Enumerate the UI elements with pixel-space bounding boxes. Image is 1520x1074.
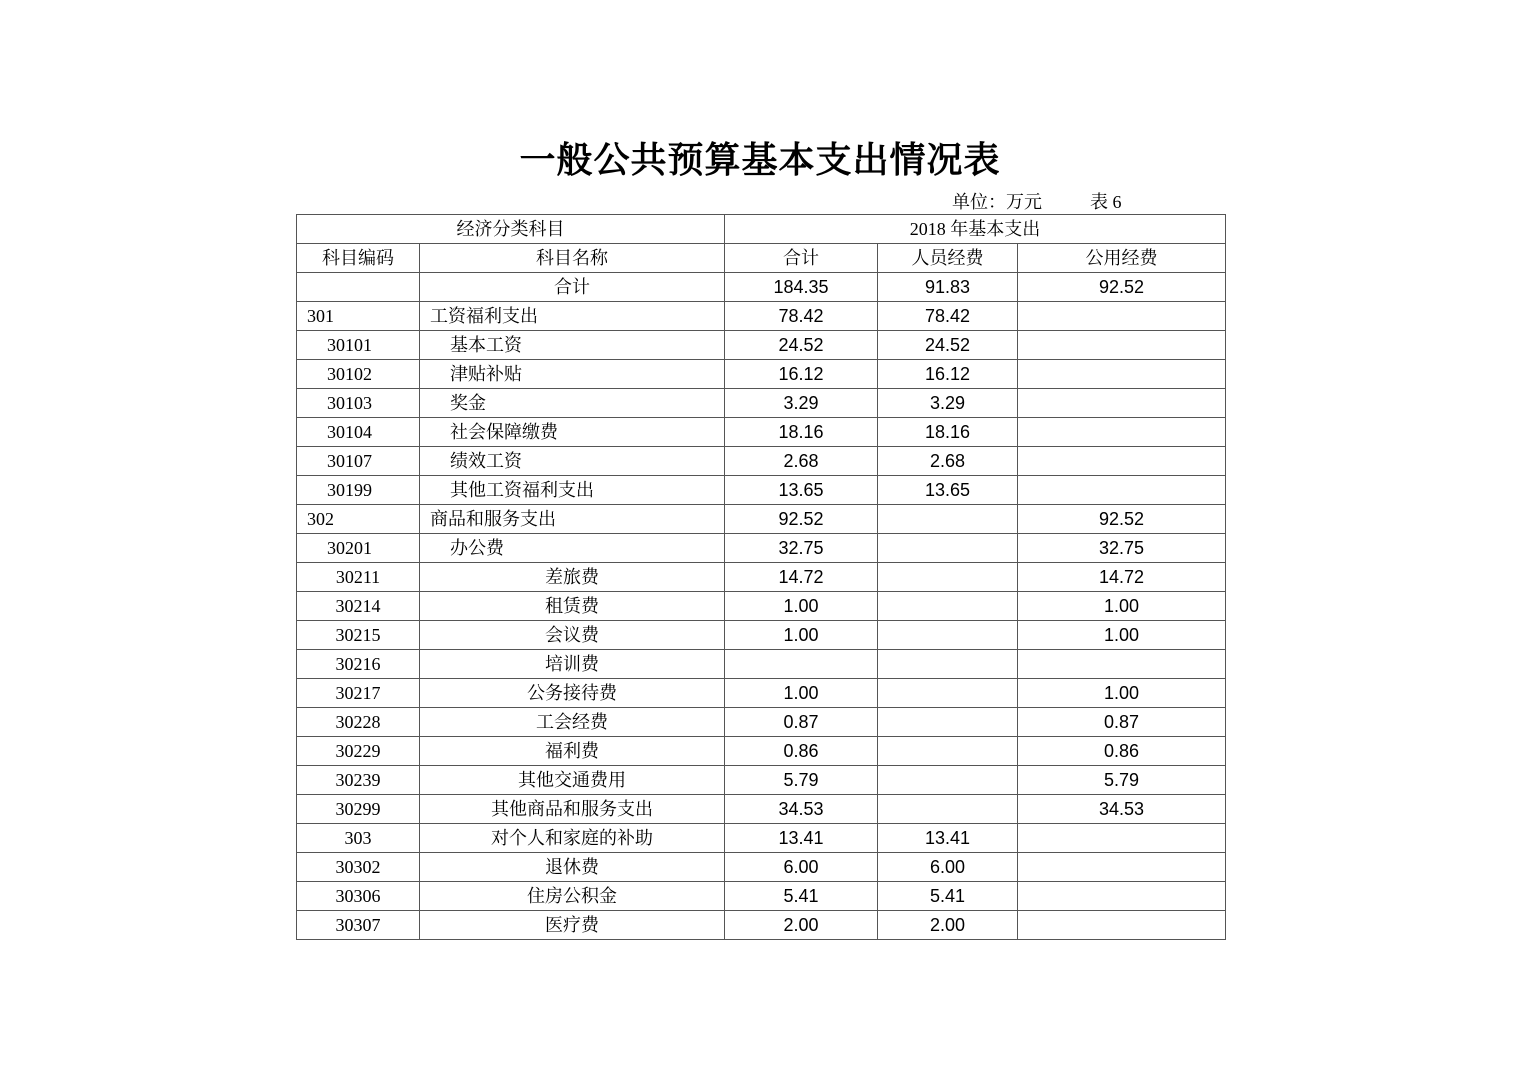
- table-row: [297, 650, 1226, 679]
- cell-personnel: 24.52: [878, 331, 1018, 360]
- table-row: [297, 273, 1226, 302]
- cell-total: [725, 650, 878, 679]
- cell-code: 30302: [297, 853, 420, 882]
- cell-total: 78.42: [725, 302, 878, 331]
- cell-name: 住房公积金: [420, 882, 725, 911]
- cell-name: 工会经费: [420, 708, 725, 737]
- cell-total: 1.00: [725, 679, 878, 708]
- table-row: [297, 708, 1226, 737]
- unit-line: [952, 188, 1122, 214]
- cell-public: 5.79: [1018, 766, 1226, 795]
- cell-total: 1.00: [725, 592, 878, 621]
- cell-public: 1.00: [1018, 621, 1226, 650]
- cell-code: 30307: [297, 911, 420, 940]
- cell-public: [1018, 476, 1226, 505]
- header-total: 合计: [725, 244, 878, 273]
- cell-total: 16.12: [725, 360, 878, 389]
- table-row: [297, 505, 1226, 534]
- cell-total: 24.52: [725, 331, 878, 360]
- table-row: [297, 766, 1226, 795]
- table-row: [297, 360, 1226, 389]
- cell-personnel: 16.12: [878, 360, 1018, 389]
- table-row: [297, 737, 1226, 766]
- cell-name: 公务接待费: [420, 679, 725, 708]
- cell-public: [1018, 650, 1226, 679]
- table-row: [297, 679, 1226, 708]
- cell-personnel: 78.42: [878, 302, 1018, 331]
- cell-public: 1.00: [1018, 679, 1226, 708]
- cell-name: 培训费: [420, 650, 725, 679]
- cell-total: 3.29: [725, 389, 878, 418]
- cell-personnel: [878, 679, 1018, 708]
- cell-name: 其他商品和服务支出: [420, 795, 725, 824]
- cell-code: [297, 273, 420, 302]
- table-row: [297, 592, 1226, 621]
- table-row: [297, 302, 1226, 331]
- cell-code: 302: [297, 505, 420, 534]
- cell-name: 其他工资福利支出: [420, 476, 725, 505]
- table-row: [297, 824, 1226, 853]
- cell-public: [1018, 882, 1226, 911]
- cell-personnel: 2.00: [878, 911, 1018, 940]
- cell-total: 13.65: [725, 476, 878, 505]
- cell-name: 社会保障缴费: [420, 418, 725, 447]
- cell-personnel: 3.29: [878, 389, 1018, 418]
- table-row: [297, 331, 1226, 360]
- cell-public: [1018, 360, 1226, 389]
- cell-code: 30215: [297, 621, 420, 650]
- cell-total: 5.79: [725, 766, 878, 795]
- cell-public: [1018, 447, 1226, 476]
- cell-personnel: [878, 534, 1018, 563]
- cell-total: 0.87: [725, 708, 878, 737]
- cell-public: [1018, 389, 1226, 418]
- table-row: [297, 795, 1226, 824]
- cell-name: 津贴补贴: [420, 360, 725, 389]
- cell-total: 18.16: [725, 418, 878, 447]
- cell-name: 差旅费: [420, 563, 725, 592]
- cell-personnel: 18.16: [878, 418, 1018, 447]
- cell-code: 30102: [297, 360, 420, 389]
- cell-personnel: 13.65: [878, 476, 1018, 505]
- table-row: [297, 389, 1226, 418]
- cell-personnel: 6.00: [878, 853, 1018, 882]
- cell-personnel: [878, 708, 1018, 737]
- header-personnel: 人员经费: [878, 244, 1018, 273]
- cell-code: 30103: [297, 389, 420, 418]
- header-name: 科目名称: [420, 244, 725, 273]
- cell-code: 30107: [297, 447, 420, 476]
- cell-public: 0.87: [1018, 708, 1226, 737]
- cell-total: 13.41: [725, 824, 878, 853]
- cell-code: 301: [297, 302, 420, 331]
- page-title: 一般公共预算基本支出情况表: [519, 139, 1001, 181]
- cell-public: 0.86: [1018, 737, 1226, 766]
- cell-public: 34.53: [1018, 795, 1226, 824]
- cell-total: 6.00: [725, 853, 878, 882]
- cell-public: [1018, 418, 1226, 447]
- cell-name: 绩效工资: [420, 447, 725, 476]
- table-row: [297, 534, 1226, 563]
- cell-public: 1.00: [1018, 592, 1226, 621]
- cell-total: 0.86: [725, 737, 878, 766]
- cell-name: 租赁费: [420, 592, 725, 621]
- cell-public: 92.52: [1018, 505, 1226, 534]
- cell-code: 30216: [297, 650, 420, 679]
- header-group-right: 2018 年基本支出: [725, 215, 1226, 244]
- cell-name: 基本工资: [420, 331, 725, 360]
- cell-personnel: [878, 650, 1018, 679]
- table-row: [297, 882, 1226, 911]
- unit-label: 单位：万元: [952, 192, 1042, 212]
- cell-code: 30228: [297, 708, 420, 737]
- table-row: [297, 853, 1226, 882]
- cell-name: 退休费: [420, 853, 725, 882]
- header-column-row: [297, 244, 1226, 273]
- cell-name: 会议费: [420, 621, 725, 650]
- header-group-row: [297, 215, 1226, 244]
- cell-code: 30299: [297, 795, 420, 824]
- cell-personnel: 5.41: [878, 882, 1018, 911]
- header-group-left: 经济分类科目: [297, 215, 725, 244]
- cell-code: 30214: [297, 592, 420, 621]
- table-row: [297, 447, 1226, 476]
- cell-personnel: [878, 795, 1018, 824]
- header-public: 公用经费: [1018, 244, 1226, 273]
- cell-total: 2.68: [725, 447, 878, 476]
- cell-code: 30217: [297, 679, 420, 708]
- cell-code: 30104: [297, 418, 420, 447]
- table-row: [297, 563, 1226, 592]
- cell-name: 福利费: [420, 737, 725, 766]
- cell-public: [1018, 302, 1226, 331]
- cell-public: [1018, 824, 1226, 853]
- cell-code: 30306: [297, 882, 420, 911]
- cell-total: 184.35: [725, 273, 878, 302]
- cell-name: 工资福利支出: [420, 302, 725, 331]
- cell-personnel: [878, 563, 1018, 592]
- table-row: [297, 418, 1226, 447]
- table-row: [297, 911, 1226, 940]
- cell-public: 92.52: [1018, 273, 1226, 302]
- cell-name: 奖金: [420, 389, 725, 418]
- cell-code: 303: [297, 824, 420, 853]
- cell-personnel: [878, 737, 1018, 766]
- cell-personnel: [878, 766, 1018, 795]
- cell-code: 30239: [297, 766, 420, 795]
- cell-code: 30199: [297, 476, 420, 505]
- cell-total: 92.52: [725, 505, 878, 534]
- cell-personnel: [878, 592, 1018, 621]
- cell-total: 5.41: [725, 882, 878, 911]
- cell-personnel: [878, 621, 1018, 650]
- table-body: [297, 215, 1226, 940]
- cell-personnel: 91.83: [878, 273, 1018, 302]
- cell-public: [1018, 853, 1226, 882]
- cell-public: 14.72: [1018, 563, 1226, 592]
- header-code: 科目编码: [297, 244, 420, 273]
- cell-total: 1.00: [725, 621, 878, 650]
- cell-personnel: 2.68: [878, 447, 1018, 476]
- cell-total: 2.00: [725, 911, 878, 940]
- table-number: 表 6: [1090, 192, 1122, 212]
- cell-name: 对个人和家庭的补助: [420, 824, 725, 853]
- cell-name: 办公费: [420, 534, 725, 563]
- budget-table: [296, 214, 1226, 940]
- cell-code: 30211: [297, 563, 420, 592]
- cell-code: 30229: [297, 737, 420, 766]
- cell-code: 30101: [297, 331, 420, 360]
- cell-name: 合计: [420, 273, 725, 302]
- cell-personnel: 13.41: [878, 824, 1018, 853]
- cell-total: 34.53: [725, 795, 878, 824]
- table-row: [297, 621, 1226, 650]
- table-row: [297, 476, 1226, 505]
- cell-personnel: [878, 505, 1018, 534]
- cell-total: 14.72: [725, 563, 878, 592]
- cell-total: 32.75: [725, 534, 878, 563]
- cell-name: 医疗费: [420, 911, 725, 940]
- cell-public: [1018, 911, 1226, 940]
- cell-name: 商品和服务支出: [420, 505, 725, 534]
- cell-public: [1018, 331, 1226, 360]
- cell-code: 30201: [297, 534, 420, 563]
- cell-name: 其他交通费用: [420, 766, 725, 795]
- cell-public: 32.75: [1018, 534, 1226, 563]
